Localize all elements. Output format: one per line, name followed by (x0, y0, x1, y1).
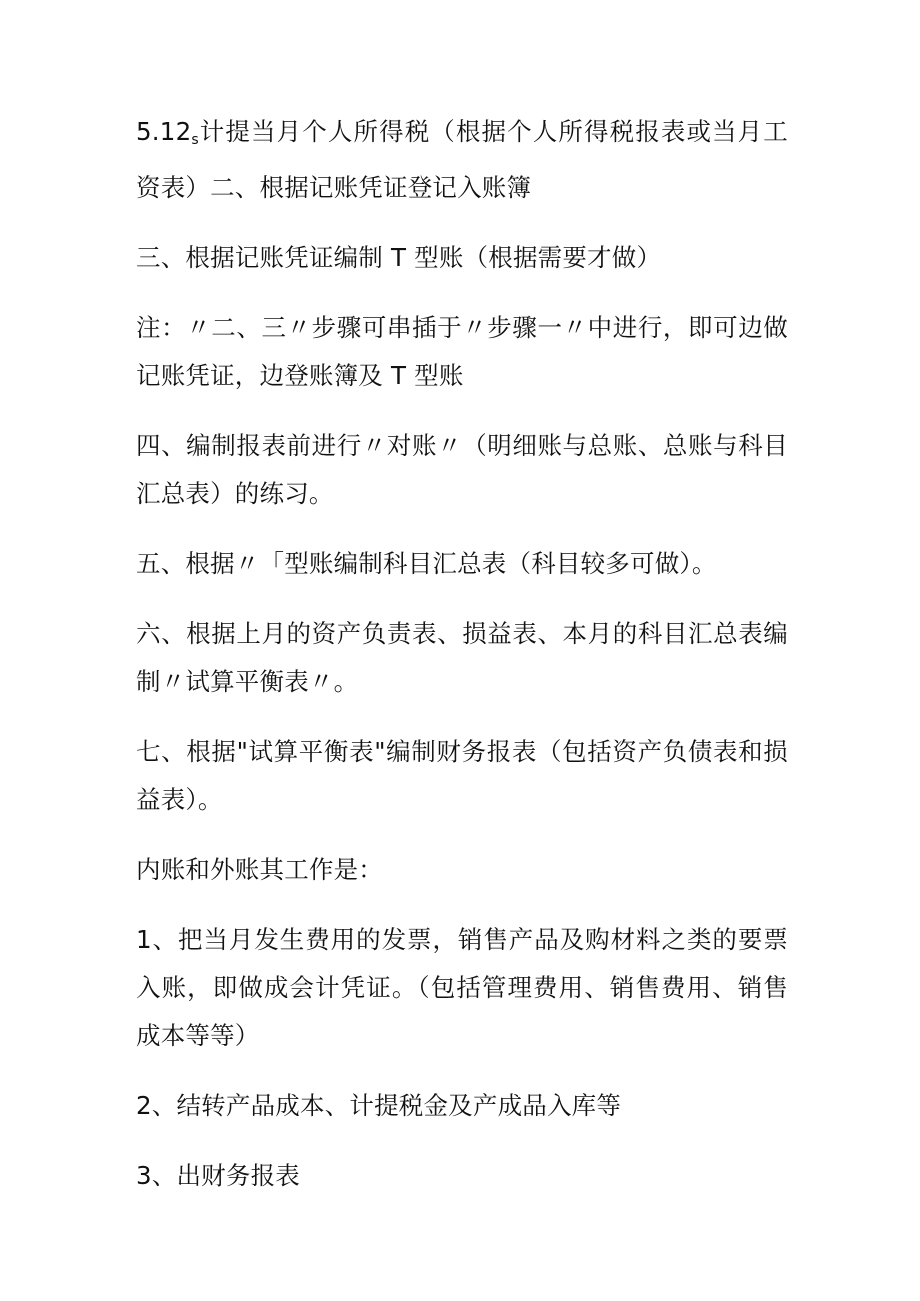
paragraph-1 (136, 108, 788, 212)
document-page (136, 108, 788, 1200)
paragraph-3: 注：〃二、三〃步骤可串插于〃步骤一〃中进行，即可边做记账凭证，边登账簿及 T 型账 (136, 313, 788, 390)
paragraph-4: 四、编制报表前进行〃对账〃（明细账与总账、总账与科目汇总表）的练习。 (136, 431, 788, 508)
paragraph-7: 七、根据"试算平衡表"编制财务报表（包括资产负债表和损益表）。 (136, 737, 788, 814)
paragraph-1-subscript: s (191, 132, 199, 148)
paragraph-11: 3、出财务报表 (136, 1161, 300, 1190)
paragraph-10: 2、结转产品成本、计提税金及产成品入库等 (136, 1091, 622, 1120)
paragraph-6: 六、根据上月的资产负责表、损益表、本月的科目汇总表编制〃试算平衡表〃。 (136, 619, 788, 696)
paragraph-9: 1、把当月发生费用的发票，销售产品及购材料之类的要票入账，即做成会计凭证。（包括管理费用、销售费用、销售成本等等） (136, 925, 788, 1050)
paragraph-1-number: 5.12 (136, 117, 192, 146)
paragraph-1-text: 计提当月个人所得税（根据个人所得税报表或当月工资表）二、根据记账凭证登记入账簿 (136, 117, 788, 202)
paragraph-2: 三、根据记账凭证编制 T 型账（根据需要才做） (136, 243, 662, 272)
paragraph-5: 五、根据〃「型账编制科目汇总表（科目较多可做）。 (136, 549, 717, 578)
paragraph-8: 内账和外账其工作是： (136, 855, 383, 884)
